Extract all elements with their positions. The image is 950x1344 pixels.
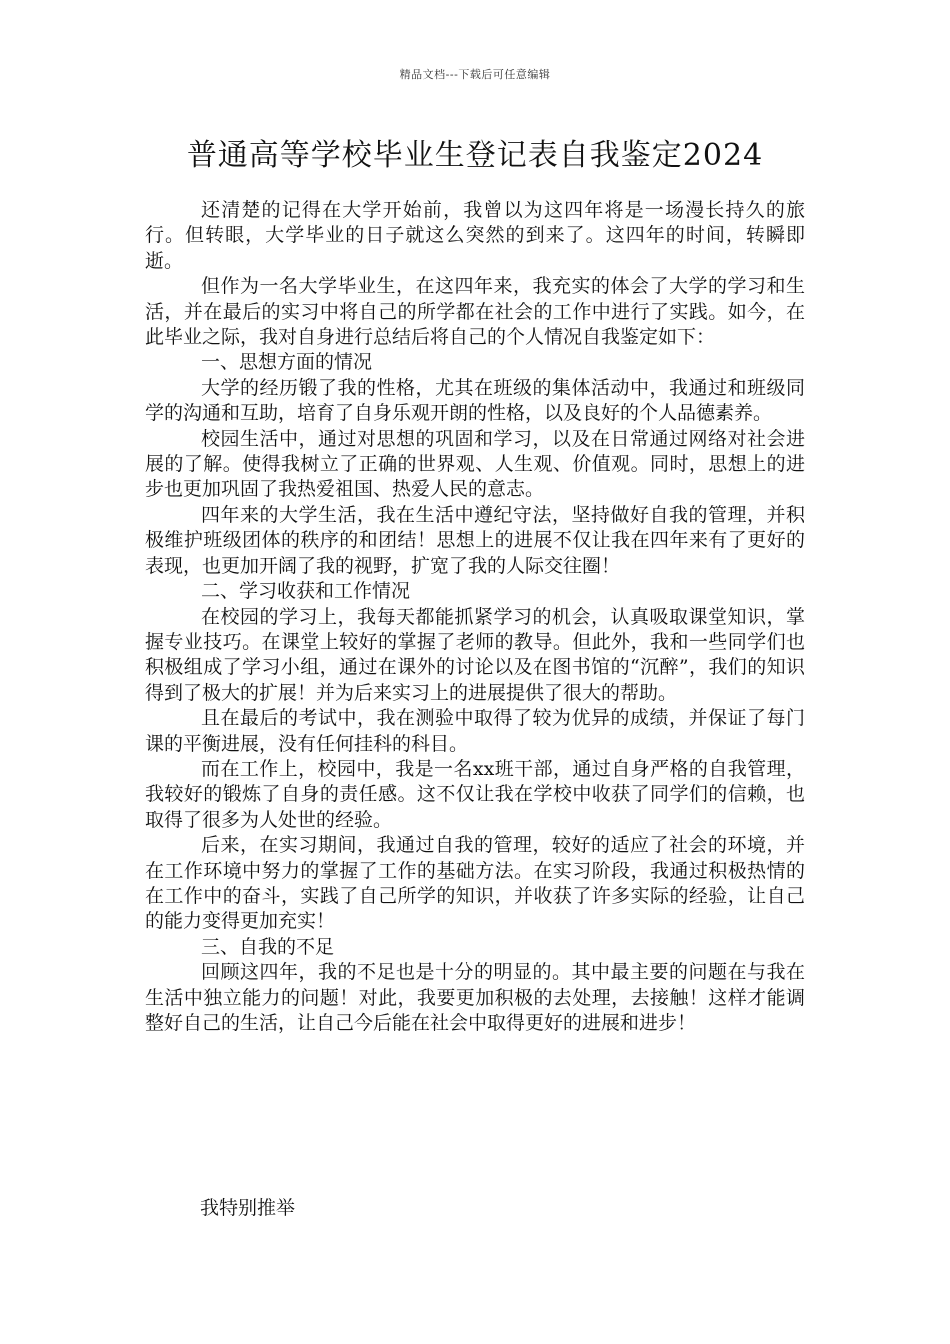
section-heading: 二、学习收获和工作情况: [201, 580, 411, 603]
paragraph: 在校园的学习上，我每天都能抓紧学习的机会，认真吸取课堂知识，掌握专业技巧。在课堂上较好的掌握了老师的教导。但此外，我和一些同学们也积极组成了学习小组，通过在课外的讨论以及在图书馆的“沉醉”，我们的知识得到了极大的扩展！并为后来实习上的进展提供了很大的帮助。: [145, 605, 805, 704]
paragraph: 而在工作上，校园中，我是一名xx班干部，通过自身严格的自我管理，我较好的锻炼了自身的责任感。这不仅让我在学校中收获了同学们的信赖，也取得了很多为人处世的经验。: [145, 757, 805, 831]
paragraph: 且在最后的考试中，我在测验中取得了较为优异的成绩，并保证了每门课的平衡进展，没有任何挂科的科目。: [145, 707, 805, 755]
paragraph: 大学的经历锻了我的性格，尤其在班级的集体活动中，我通过和班级同学的沟通和互助，培育了自身乐观开朗的性格，以及良好的个人品德素养。: [145, 376, 805, 425]
paragraph: 四年来的大学生活，我在生活中遵纪守法，坚持做好自我的管理，并积极维护班级团体的秩序的和团结！思想上的进展不仅让我在四年来有了更好的表现，也更加开阔了我的视野，扩宽了我的人际交往圈！: [145, 503, 805, 577]
paragraph: 校园生活中，通过对思想的巩固和学习，以及在日常通过网络对社会进展的了解。使得我树立了正确的世界观、人生观、价值观。同时，思想上的进步也更加巩固了我热爱祖国、热爱人民的意志。: [145, 427, 805, 501]
paragraph: 还清楚的记得在大学开始前，我曾以为这四年将是一场漫长持久的旅行。但转眼，大学毕业的日子就这么突然的到来了。这四年的时间，转瞬即逝。: [145, 199, 805, 272]
paragraph: 但作为一名大学毕业生，在这四年来，我充实的体会了大学的学习和生活，并在最后的实习中将自己的所学都在社会的工作中进行了实践。如今，在此毕业之际，我对自身进行总结后将自己的个人情况自我鉴定如下：: [145, 275, 805, 349]
document-body: [145, 198, 805, 1036]
page-title: 普通高等学校毕业生登记表自我鉴定2024: [186, 138, 764, 173]
header-note: 精品文档---下载后可任意编辑: [399, 68, 551, 81]
paragraph: 回顾这四年，我的不足也是十分的明显的。其中最主要的问题在与我在生活中独立能力的问题！对此，我要更加积极的去处理，去接触！这样才能调整好自己的生活，让自己今后能在社会中取得更好的进展和进步！: [145, 961, 805, 1034]
section-heading: 一、思想方面的情况: [201, 351, 373, 374]
closing-line: 我特别推举: [200, 1197, 296, 1219]
paragraph: 后来，在实习期间，我通过自我的管理，较好的适应了社会的环境，并在工作环境中努力的掌握了工作的基础方法。在实习阶段，我通过积极热情的在工作中的奋斗，实践了自己所学的知识，并收获了许多实际的经验，让自己的能力变得更加充实！: [145, 834, 805, 933]
section-heading: 三、自我的不足: [201, 935, 335, 958]
